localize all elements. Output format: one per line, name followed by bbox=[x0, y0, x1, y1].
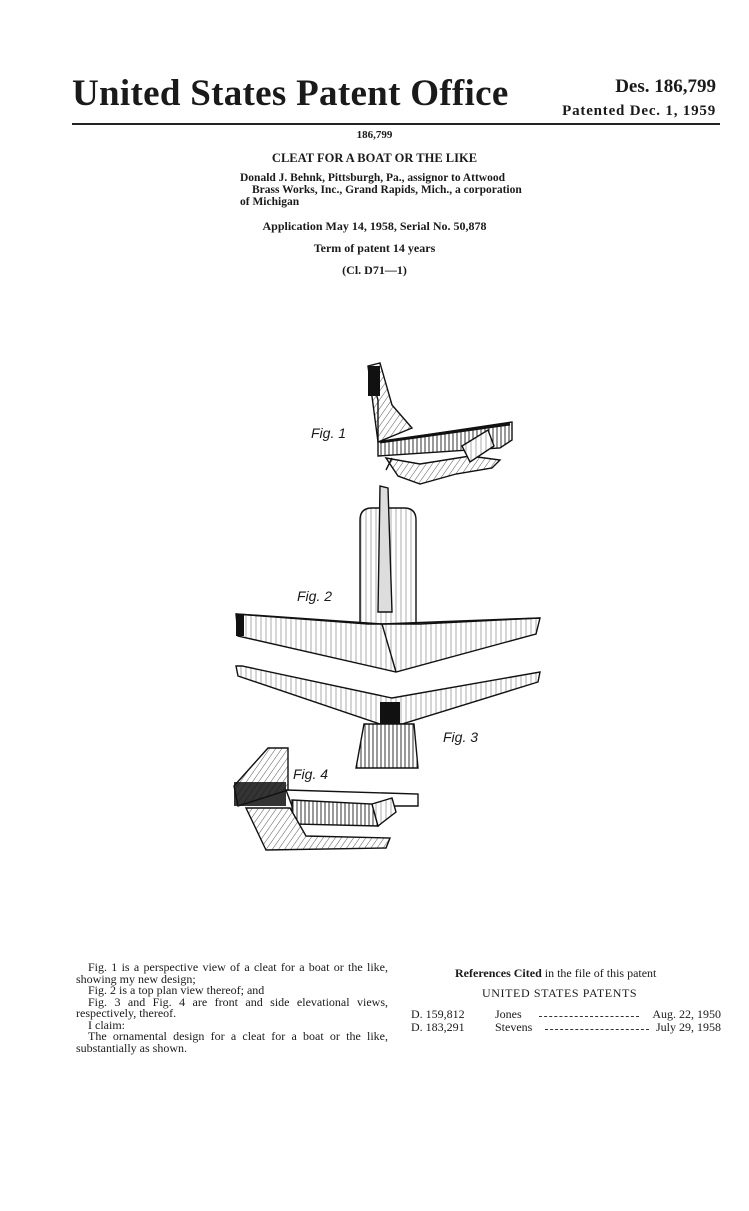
figure-1-drawing bbox=[368, 363, 512, 484]
references-title bbox=[455, 966, 656, 981]
references-subtitle: UNITED STATES PATENTS bbox=[482, 986, 638, 1000]
description-paragraph: Fig. 3 and Fig. 4 are front and side elevational views, respectively, thereof. bbox=[76, 994, 388, 1020]
description-paragraph: Fig. 2 is a top plan view thereof; and bbox=[88, 983, 265, 997]
leader-dots bbox=[545, 1029, 649, 1030]
references-title-rest: in the file of this patent bbox=[541, 966, 657, 980]
reference-patent: D. 183,291 bbox=[411, 1020, 465, 1034]
application-line: Application May 14, 1958, Serial No. 50,878 bbox=[262, 219, 487, 233]
reference-row bbox=[411, 1021, 721, 1033]
classification-line: (Cl. D71—1) bbox=[342, 263, 407, 277]
description-paragraph: Fig. 1 is a perspective view of a cleat for a boat or the like, showing my new design; bbox=[76, 960, 388, 986]
office-title: United States Patent Office bbox=[72, 73, 509, 114]
reference-name: Stevens bbox=[495, 1020, 533, 1034]
figure-3-label: Fig. 3 bbox=[443, 729, 479, 745]
reference-row bbox=[411, 1008, 721, 1020]
claim-heading: I claim: bbox=[88, 1017, 125, 1032]
leader-dots bbox=[539, 1016, 639, 1017]
figure-1-label: Fig. 1 bbox=[311, 425, 347, 441]
inventor-line: Donald J. Behnk, Pittsburgh, Pa., assignor to Attwood bbox=[240, 172, 505, 184]
reference-date: July 29, 1958 bbox=[655, 1020, 721, 1034]
figure-2-drawing bbox=[236, 486, 540, 672]
claim-text: The ornamental design for a cleat for a boat or the like, substantially as shown. bbox=[76, 1029, 388, 1055]
reference-date: Aug. 22, 1950 bbox=[652, 1007, 721, 1021]
design-number: Des. 186,799 bbox=[615, 76, 716, 97]
patent-title: CLEAT FOR A BOAT OR THE LIKE bbox=[271, 151, 478, 165]
reference-name: Jones bbox=[495, 1007, 522, 1021]
figure-2-label: Fig. 2 bbox=[297, 588, 333, 604]
description-block bbox=[76, 962, 388, 1054]
reference-patent: D. 159,812 bbox=[411, 1007, 465, 1021]
patent-number: 186,799 bbox=[356, 129, 393, 141]
references-title-bold: References Cited bbox=[455, 966, 542, 980]
term-line: Term of patent 14 years bbox=[313, 241, 436, 255]
figure-4-label: Fig. 4 bbox=[293, 766, 329, 782]
inventor-line: Brass Works, Inc., Grand Rapids, Mich., a corporation bbox=[252, 184, 522, 196]
inventor-line: of Michigan bbox=[240, 196, 300, 208]
patented-date: Patented Dec. 1, 1959 bbox=[562, 103, 716, 119]
